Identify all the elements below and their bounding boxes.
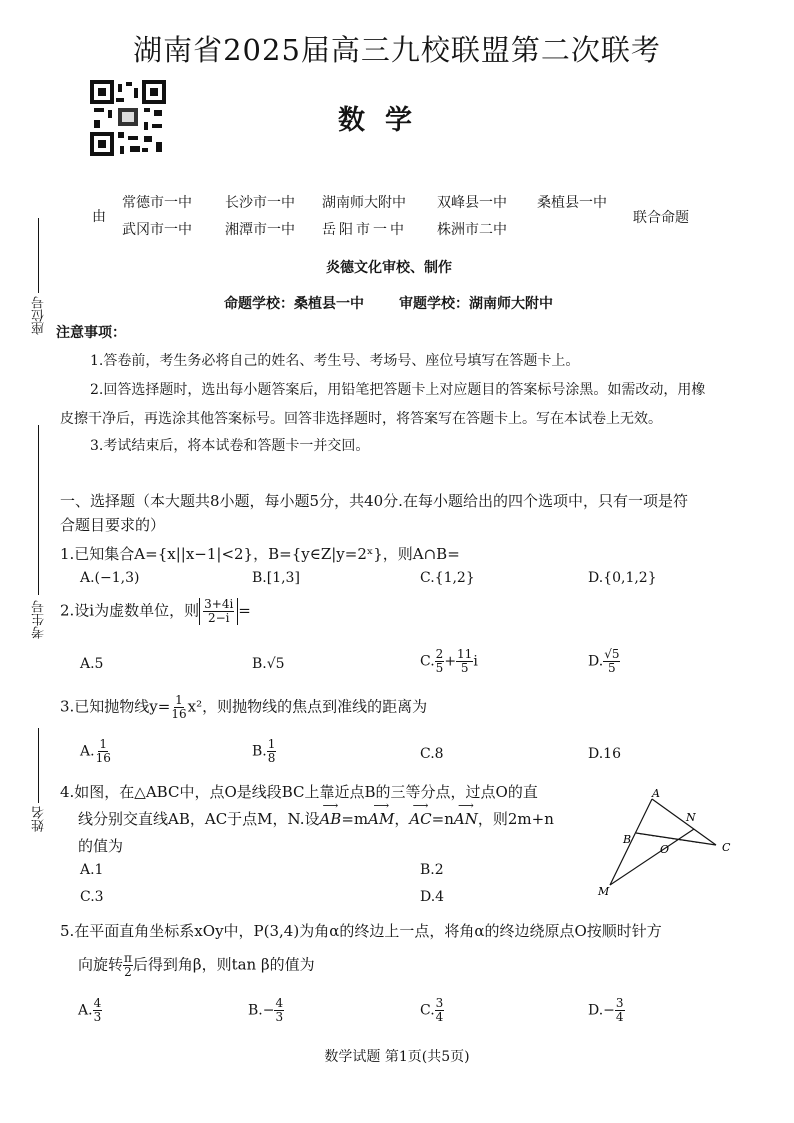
q3-stem-pre: 3.已知抛物线y=	[60, 697, 171, 716]
q5-d-num: 3	[615, 996, 624, 1010]
notice-title: 注意事项：	[56, 325, 126, 341]
q4-option-a: A.1	[80, 862, 104, 878]
q5-option-b	[248, 997, 284, 1024]
q2-option-a: A.5	[80, 656, 104, 672]
q5-c-num: 3	[435, 996, 444, 1010]
q2-c-f1n: 2	[435, 647, 444, 661]
question-4-line3: 的值为	[78, 837, 124, 855]
exam-no-line	[38, 425, 39, 595]
q1-option-a: A.(−1,3)	[80, 570, 140, 586]
q4-vector-ac: ⟶ AC	[409, 810, 431, 828]
q2-fraction	[203, 598, 234, 625]
q2-den: 2−i	[207, 611, 230, 626]
name-label: 姓名	[32, 806, 47, 832]
q2-option-c	[420, 648, 478, 675]
question-5-line2	[78, 952, 315, 979]
q5-a-num: 4	[93, 996, 102, 1010]
q2-c-i: i	[473, 653, 478, 670]
q4-eq2: =n	[431, 810, 454, 828]
school: 湖南师大附中	[322, 195, 406, 211]
proposer-school: 命题学校：桑植县一中	[224, 296, 364, 312]
qr-code-icon	[90, 80, 166, 156]
q5-c-label: C.	[420, 1002, 435, 1019]
q2-option-b: B.√5	[252, 656, 285, 672]
fig-label-a: A	[652, 787, 660, 800]
exam-no-label: 考生号	[32, 600, 47, 639]
q5-d-den: 4	[615, 1010, 624, 1025]
exam-title: 湖南省2025届高三九校联盟第二次联考	[133, 33, 661, 67]
school-row-2	[122, 219, 507, 239]
notice-item: 3.考试结束后，将本试卷和答题卡一并交回。	[90, 438, 370, 454]
q2-c-f1d: 5	[435, 661, 444, 676]
q3-a-den: 16	[95, 751, 111, 766]
school: 桑植县一中	[537, 195, 607, 211]
q5-rot-num: π	[124, 951, 132, 965]
prefix-you: 由	[92, 209, 106, 225]
section-header-line2: 合题目要求的）	[60, 516, 166, 534]
q5-option-a	[78, 997, 102, 1024]
q5-line2-pre: 向旋转	[78, 955, 124, 974]
q2-c-plus: +	[444, 653, 457, 670]
q2-c-f2d: 5	[460, 661, 469, 676]
q5-line2-post: 后得到角β，则tan β的值为	[132, 955, 315, 974]
fig-label-o: O	[660, 843, 670, 856]
q4-vector-ab: ⟶ AB	[319, 810, 341, 828]
q5-c-den: 4	[435, 1010, 444, 1025]
school: 双峰县一中	[437, 195, 507, 211]
q5-option-c	[420, 997, 444, 1024]
q2-d-label: D.	[588, 653, 604, 670]
q1-option-c: C.{1,2}	[420, 570, 475, 586]
review-production: 炎德文化审校、制作	[326, 260, 452, 276]
question-4-line1: 4.如图，在△ABC中，点O是线段BC上靠近点B的三等分点，过点O的直	[60, 783, 538, 801]
q5-b-den: 3	[275, 1010, 284, 1025]
q2-c-label: C.	[420, 653, 435, 670]
fig-label-b: B	[623, 833, 632, 846]
q3-a-label: A.	[80, 743, 95, 760]
school: 株洲市二中	[437, 222, 507, 238]
triangle-figure	[590, 785, 750, 900]
q1-option-b: B.[1,3]	[252, 570, 300, 586]
question-5-line1: 5.在平面直角坐标系xOy中，P(3,4)为角α的终边上一点，将角α的终边绕原点O按顺时针方	[60, 922, 662, 940]
q3-b-num: 1	[267, 737, 276, 751]
school: 湘潭市一中	[225, 222, 295, 238]
q2-stem-post: =	[238, 601, 251, 620]
q3-a-num: 1	[99, 737, 108, 751]
q5-b-num: 4	[275, 996, 284, 1010]
name-line	[38, 728, 39, 803]
q5-a-den: 3	[93, 1010, 102, 1025]
q4-line2-pre: 线分别交直线AB，AC于点M，N.设	[78, 810, 320, 828]
q3-coef-num: 1	[175, 693, 183, 707]
school: 常德市一中	[122, 195, 192, 211]
q2-num: 3+4i	[204, 597, 234, 611]
q2-c-f2n: 11	[457, 647, 473, 661]
school: 武冈市一中	[122, 222, 192, 238]
q4-option-c: C.3	[80, 889, 104, 905]
seat-line	[38, 218, 39, 293]
q5-rot-den: 2	[124, 965, 132, 980]
q4-eq1: =m	[341, 810, 369, 828]
q5-d-label: D.−	[588, 1002, 615, 1019]
joint-proposition: 联合命题	[633, 210, 689, 226]
q3-option-c: C.8	[420, 746, 444, 762]
q4-comma: ，	[394, 810, 410, 828]
q3-option-b	[252, 738, 276, 765]
question-1-stem: 1.已知集合A={x||x−1|<2}，B={y∈Z|y=2ˣ}，则A∩B=	[60, 545, 460, 563]
question-2-stem	[60, 598, 251, 625]
section-header-line1: 一、选择题（本大题共8小题，每小题5分，共40分.在每小题给出的四个选项中，只有一项是符	[60, 492, 688, 510]
q3-stem-post: x²，则抛物线的焦点到准线的距离为	[187, 697, 428, 716]
q5-b-label: B.−	[248, 1002, 275, 1019]
notice-item: 1.答卷前，考生务必将自己的姓名、考生号、考场号、座位号填写在答题卡上。	[90, 353, 580, 369]
notice-item: 皮擦干净后，再选涂其他答案标号。回答非选择题时，将答案写在答题卡上。写在本试卷上无效。	[60, 411, 662, 427]
page-footer: 数学试题 第1页(共5页)	[324, 1049, 470, 1065]
school: 岳阳市一中	[322, 222, 407, 238]
q3-option-d: D.16	[588, 746, 621, 762]
reviewer-school: 审题学校：湖南师大附中	[399, 296, 553, 312]
seat-label: 座位号	[32, 296, 47, 335]
q4-vector-am: ⟶ AM	[368, 810, 394, 828]
school: 长沙市一中	[225, 195, 295, 211]
subject-title: 数学	[338, 105, 432, 136]
question-4-line2	[78, 808, 554, 829]
question-3-stem	[60, 694, 427, 721]
q5-option-d	[588, 997, 625, 1024]
q3-coef-den: 16	[171, 707, 187, 722]
fig-label-n: N	[686, 811, 696, 824]
q4-option-d: D.4	[420, 889, 445, 905]
q2-stem-pre: 2.设i为虚数单位，则	[60, 601, 200, 620]
q4-line2-post: ，则2m+n	[477, 810, 554, 828]
notice-item: 2.回答选择题时，选出每小题答案后，用铅笔把答题卡上对应题目的答案标号涂黑。如需改动，用橡	[90, 382, 706, 398]
q3-option-a	[80, 738, 112, 765]
fig-label-c: C	[722, 841, 731, 854]
q3-b-den: 8	[267, 751, 276, 766]
q2-d-num: √5	[604, 647, 620, 661]
q3-b-label: B.	[252, 743, 267, 760]
q2-option-d	[588, 648, 620, 675]
q1-option-d: D.{0,1,2}	[588, 570, 657, 586]
q4-vector-an: ⟶ AN	[454, 810, 478, 828]
q4-option-b: B.2	[420, 862, 444, 878]
school-row-1	[122, 192, 607, 212]
q2-d-den: 5	[608, 661, 616, 676]
fig-label-m: M	[598, 885, 610, 898]
q5-a-label: A.	[78, 1002, 93, 1019]
